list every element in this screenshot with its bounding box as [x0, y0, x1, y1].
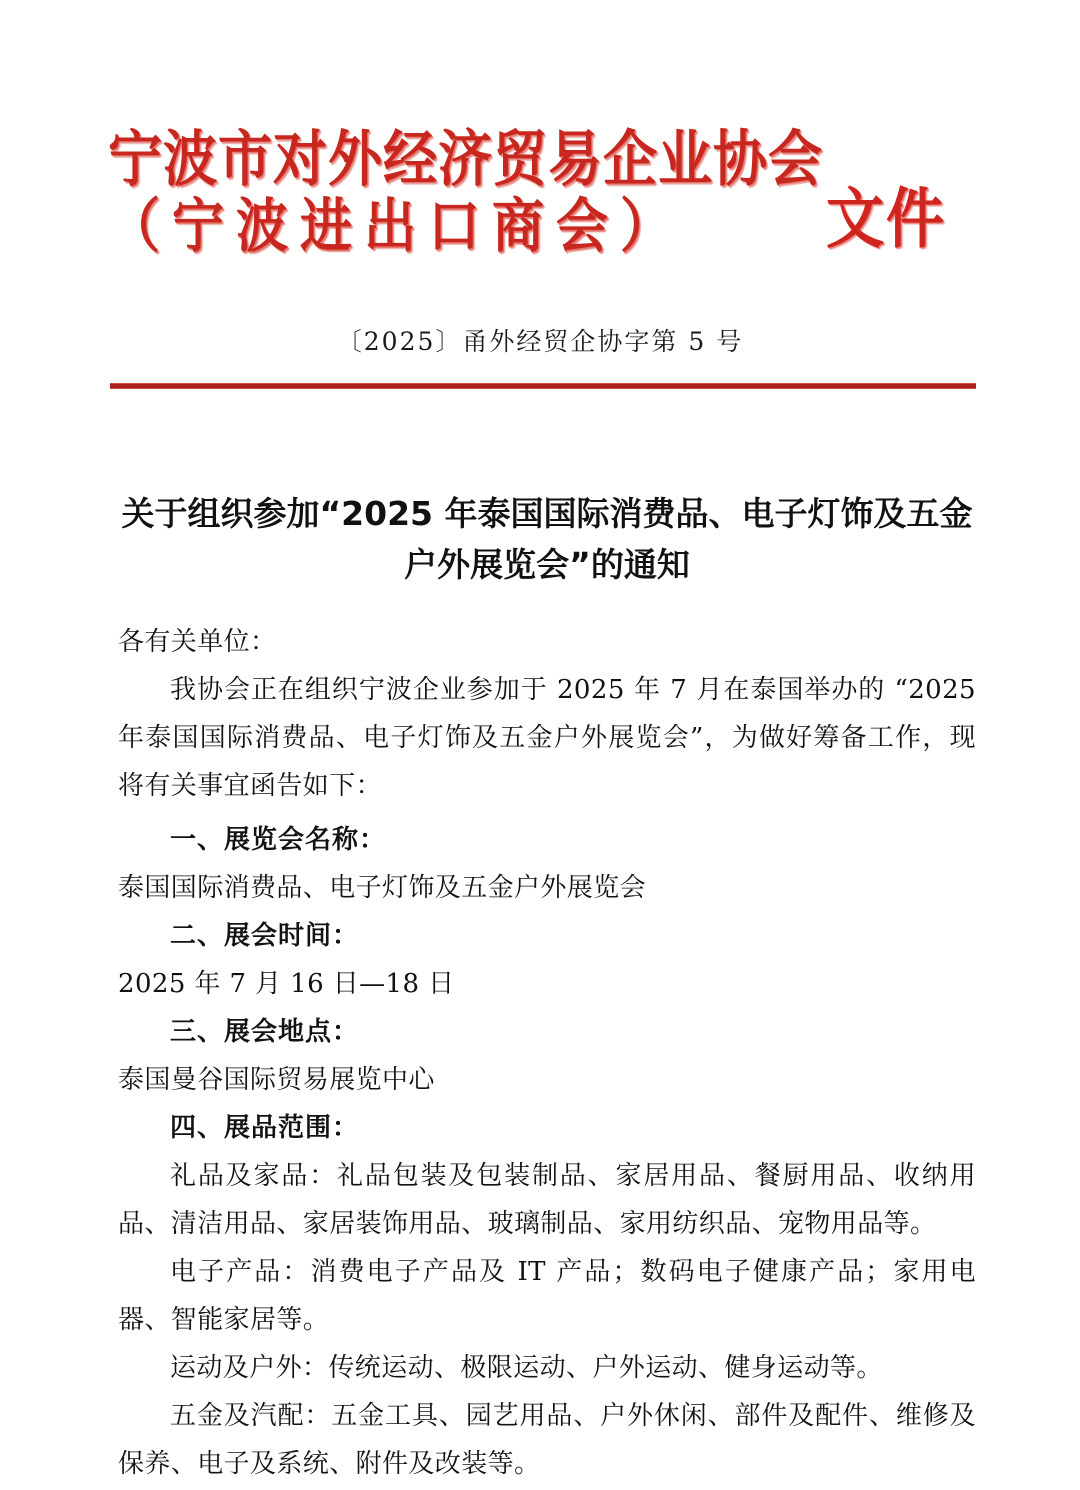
salutation: 各有关单位： — [118, 627, 277, 657]
document-serial-number: 〔2025〕甬外经贸企协字第 5 号 — [336, 327, 744, 356]
section-body-2: 2025 年 7 月 16 日—18 日 — [118, 969, 455, 999]
organization-name-line1: 宁波市对外经济贸易企业协会 — [108, 122, 823, 195]
document-title: 关于组织参加“2025 年泰国国际消费品、电子灯饰及五金户外展览会”的通知 — [121, 494, 973, 585]
section-body-1: 泰国国际消费品、电子灯饰及五金户外展览会 — [118, 873, 647, 903]
letterhead — [0, 122, 1080, 288]
section-heading-1: 一、展览会名称： — [170, 825, 387, 855]
organization-name-line2: （宁波进出口商会） — [108, 192, 685, 261]
section-heading-3: 三、展会地点： — [170, 1017, 360, 1047]
exhibit-category-hardware-auto-parts: 五金及汽配：五金工具、园艺用品、户外休闲、部件及配件、维修及保养、电子及系统、附件及改装等。 — [118, 1401, 976, 1479]
exhibit-category-gifts-houseware: 礼品及家品：礼品包装及包装制品、家居用品、餐厨用品、收纳用品、清洁用品、家居装饰用品、玻璃制品、家用纺织品、宠物用品等。 — [118, 1161, 976, 1239]
section-heading-2: 二、展会时间： — [170, 921, 360, 951]
exhibit-category-electronics: 电子产品：消费电子产品及 IT 产品；数码电子健康产品；家用电器、智能家居等。 — [118, 1257, 976, 1335]
exhibit-category-sports-outdoor: 运动及户外：传统运动、极限运动、户外运动、健身运动等。 — [170, 1353, 883, 1383]
intro-paragraph: 我协会正在组织宁波企业参加于 2025 年 7 月在泰国举办的 “2025 年泰国国际消费品、电子灯饰及五金户外展览会”，为做好筹备工作，现将有关事宜函告如下： — [118, 675, 976, 801]
issuing-organization — [108, 122, 823, 261]
section-heading-4: 四、展品范围： — [170, 1113, 360, 1143]
document-type-label: 文件 — [825, 180, 946, 257]
section-body-3: 泰国曼谷国际贸易展览中心 — [118, 1065, 435, 1095]
document-body — [118, 618, 976, 1488]
red-divider-rule — [110, 383, 976, 389]
